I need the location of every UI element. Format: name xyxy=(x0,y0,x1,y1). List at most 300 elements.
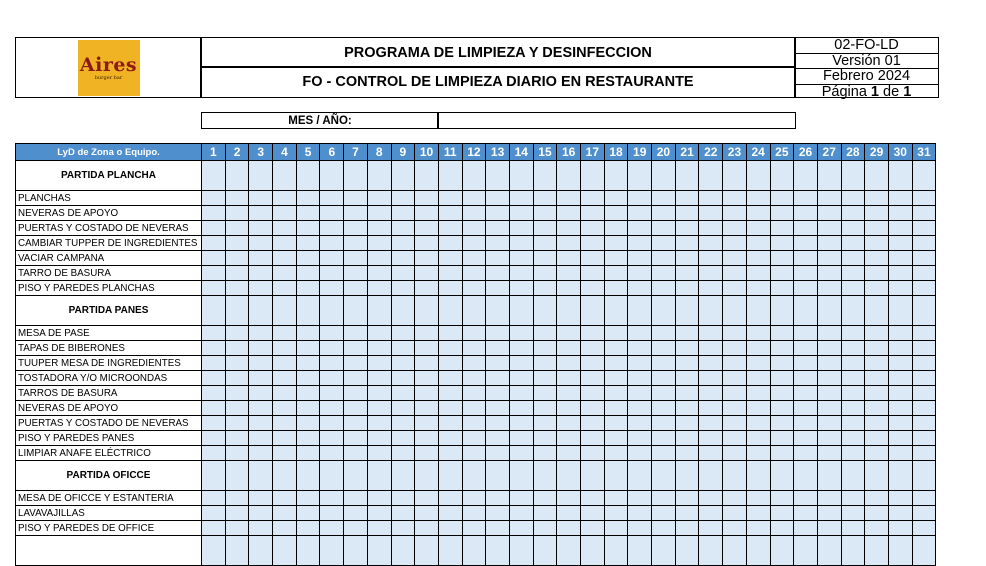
day-check-cell[interactable] xyxy=(652,191,676,206)
day-check-cell[interactable] xyxy=(462,446,486,461)
day-check-cell[interactable] xyxy=(912,266,936,281)
day-check-cell[interactable] xyxy=(415,326,439,341)
day-check-cell[interactable] xyxy=(509,266,533,281)
day-check-cell[interactable] xyxy=(794,341,818,356)
day-check-cell[interactable] xyxy=(320,386,344,401)
day-check-cell[interactable] xyxy=(557,461,581,491)
day-check-cell[interactable] xyxy=(581,431,605,446)
day-check-cell[interactable] xyxy=(888,236,912,251)
day-check-cell[interactable] xyxy=(865,416,889,431)
day-check-cell[interactable] xyxy=(770,341,794,356)
day-check-cell[interactable] xyxy=(415,416,439,431)
day-check-cell[interactable] xyxy=(841,236,865,251)
day-check-cell[interactable] xyxy=(391,326,415,341)
day-check-cell[interactable] xyxy=(912,356,936,371)
day-check-cell[interactable] xyxy=(794,266,818,281)
day-check-cell[interactable] xyxy=(604,206,628,221)
day-check-cell[interactable] xyxy=(557,326,581,341)
day-check-cell[interactable] xyxy=(202,221,226,236)
day-check-cell[interactable] xyxy=(486,221,510,236)
day-check-cell[interactable] xyxy=(202,296,226,326)
day-check-cell[interactable] xyxy=(462,356,486,371)
day-check-cell[interactable] xyxy=(320,161,344,191)
day-check-cell[interactable] xyxy=(202,161,226,191)
day-check-cell[interactable] xyxy=(391,446,415,461)
day-check-cell[interactable] xyxy=(770,371,794,386)
day-check-cell[interactable] xyxy=(296,296,320,326)
day-check-cell[interactable] xyxy=(652,536,676,566)
day-check-cell[interactable] xyxy=(344,191,368,206)
day-check-cell[interactable] xyxy=(438,191,462,206)
day-check-cell[interactable] xyxy=(628,236,652,251)
day-check-cell[interactable] xyxy=(438,161,462,191)
day-check-cell[interactable] xyxy=(746,356,770,371)
day-check-cell[interactable] xyxy=(675,206,699,221)
day-check-cell[interactable] xyxy=(438,371,462,386)
day-check-cell[interactable] xyxy=(770,536,794,566)
day-check-cell[interactable] xyxy=(652,206,676,221)
day-check-cell[interactable] xyxy=(320,431,344,446)
day-check-cell[interactable] xyxy=(581,281,605,296)
day-check-cell[interactable] xyxy=(367,206,391,221)
day-check-cell[interactable] xyxy=(746,401,770,416)
day-check-cell[interactable] xyxy=(888,251,912,266)
day-check-cell[interactable] xyxy=(296,416,320,431)
day-check-cell[interactable] xyxy=(249,221,273,236)
day-check-cell[interactable] xyxy=(486,491,510,506)
day-check-cell[interactable] xyxy=(770,251,794,266)
day-check-cell[interactable] xyxy=(770,281,794,296)
day-check-cell[interactable] xyxy=(225,431,249,446)
day-check-cell[interactable] xyxy=(557,356,581,371)
day-check-cell[interactable] xyxy=(225,266,249,281)
day-check-cell[interactable] xyxy=(509,161,533,191)
day-check-cell[interactable] xyxy=(746,521,770,536)
day-check-cell[interactable] xyxy=(770,206,794,221)
day-check-cell[interactable] xyxy=(699,206,723,221)
day-check-cell[interactable] xyxy=(699,431,723,446)
day-check-cell[interactable] xyxy=(509,416,533,431)
day-check-cell[interactable] xyxy=(675,326,699,341)
day-check-cell[interactable] xyxy=(794,251,818,266)
day-check-cell[interactable] xyxy=(746,416,770,431)
day-check-cell[interactable] xyxy=(675,191,699,206)
day-check-cell[interactable] xyxy=(557,431,581,446)
day-check-cell[interactable] xyxy=(296,536,320,566)
day-check-cell[interactable] xyxy=(273,371,297,386)
day-check-cell[interactable] xyxy=(486,161,510,191)
day-check-cell[interactable] xyxy=(888,506,912,521)
day-check-cell[interactable] xyxy=(841,446,865,461)
day-check-cell[interactable] xyxy=(723,521,747,536)
day-check-cell[interactable] xyxy=(225,251,249,266)
day-check-cell[interactable] xyxy=(723,191,747,206)
day-check-cell[interactable] xyxy=(202,356,226,371)
day-check-cell[interactable] xyxy=(723,491,747,506)
day-check-cell[interactable] xyxy=(581,251,605,266)
day-check-cell[interactable] xyxy=(699,401,723,416)
day-check-cell[interactable] xyxy=(652,431,676,446)
day-check-cell[interactable] xyxy=(675,266,699,281)
day-check-cell[interactable] xyxy=(817,206,841,221)
day-check-cell[interactable] xyxy=(581,296,605,326)
day-check-cell[interactable] xyxy=(770,266,794,281)
day-check-cell[interactable] xyxy=(509,326,533,341)
day-check-cell[interactable] xyxy=(438,251,462,266)
day-check-cell[interactable] xyxy=(509,341,533,356)
day-check-cell[interactable] xyxy=(888,431,912,446)
day-check-cell[interactable] xyxy=(557,446,581,461)
day-check-cell[interactable] xyxy=(841,296,865,326)
day-check-cell[interactable] xyxy=(533,446,557,461)
day-check-cell[interactable] xyxy=(628,341,652,356)
day-check-cell[interactable] xyxy=(462,296,486,326)
day-check-cell[interactable] xyxy=(746,326,770,341)
day-check-cell[interactable] xyxy=(367,431,391,446)
day-check-cell[interactable] xyxy=(581,536,605,566)
day-check-cell[interactable] xyxy=(533,416,557,431)
day-check-cell[interactable] xyxy=(865,191,889,206)
day-check-cell[interactable] xyxy=(509,536,533,566)
day-check-cell[interactable] xyxy=(746,296,770,326)
day-check-cell[interactable] xyxy=(249,536,273,566)
day-check-cell[interactable] xyxy=(723,506,747,521)
day-check-cell[interactable] xyxy=(486,401,510,416)
day-check-cell[interactable] xyxy=(770,401,794,416)
day-check-cell[interactable] xyxy=(462,266,486,281)
day-check-cell[interactable] xyxy=(462,326,486,341)
day-check-cell[interactable] xyxy=(794,296,818,326)
day-check-cell[interactable] xyxy=(533,161,557,191)
day-check-cell[interactable] xyxy=(533,431,557,446)
day-check-cell[interactable] xyxy=(391,356,415,371)
day-check-cell[interactable] xyxy=(865,206,889,221)
day-check-cell[interactable] xyxy=(841,536,865,566)
day-check-cell[interactable] xyxy=(888,461,912,491)
day-check-cell[interactable] xyxy=(865,341,889,356)
day-check-cell[interactable] xyxy=(391,401,415,416)
day-check-cell[interactable] xyxy=(438,206,462,221)
day-check-cell[interactable] xyxy=(723,356,747,371)
day-check-cell[interactable] xyxy=(888,536,912,566)
day-check-cell[interactable] xyxy=(628,356,652,371)
day-check-cell[interactable] xyxy=(415,296,439,326)
day-check-cell[interactable] xyxy=(391,251,415,266)
day-check-cell[interactable] xyxy=(249,296,273,326)
day-check-cell[interactable] xyxy=(557,386,581,401)
day-check-cell[interactable] xyxy=(604,221,628,236)
day-check-cell[interactable] xyxy=(912,371,936,386)
day-check-cell[interactable] xyxy=(367,296,391,326)
day-check-cell[interactable] xyxy=(699,461,723,491)
day-check-cell[interactable] xyxy=(415,236,439,251)
day-check-cell[interactable] xyxy=(865,296,889,326)
day-check-cell[interactable] xyxy=(344,506,368,521)
day-check-cell[interactable] xyxy=(557,266,581,281)
day-check-cell[interactable] xyxy=(367,341,391,356)
day-check-cell[interactable] xyxy=(557,416,581,431)
day-check-cell[interactable] xyxy=(699,521,723,536)
day-check-cell[interactable] xyxy=(367,386,391,401)
day-check-cell[interactable] xyxy=(367,326,391,341)
day-check-cell[interactable] xyxy=(865,386,889,401)
day-check-cell[interactable] xyxy=(509,221,533,236)
day-check-cell[interactable] xyxy=(817,536,841,566)
day-check-cell[interactable] xyxy=(225,521,249,536)
day-check-cell[interactable] xyxy=(438,401,462,416)
day-check-cell[interactable] xyxy=(225,416,249,431)
day-check-cell[interactable] xyxy=(770,326,794,341)
day-check-cell[interactable] xyxy=(438,536,462,566)
day-check-cell[interactable] xyxy=(699,296,723,326)
day-check-cell[interactable] xyxy=(202,266,226,281)
day-check-cell[interactable] xyxy=(723,266,747,281)
day-check-cell[interactable] xyxy=(533,206,557,221)
day-check-cell[interactable] xyxy=(509,251,533,266)
day-check-cell[interactable] xyxy=(581,401,605,416)
day-check-cell[interactable] xyxy=(486,521,510,536)
day-check-cell[interactable] xyxy=(557,371,581,386)
day-check-cell[interactable] xyxy=(581,461,605,491)
day-check-cell[interactable] xyxy=(273,416,297,431)
day-check-cell[interactable] xyxy=(462,521,486,536)
day-check-cell[interactable] xyxy=(723,461,747,491)
day-check-cell[interactable] xyxy=(817,266,841,281)
day-check-cell[interactable] xyxy=(296,236,320,251)
day-check-cell[interactable] xyxy=(628,266,652,281)
day-check-cell[interactable] xyxy=(438,356,462,371)
day-check-cell[interactable] xyxy=(604,431,628,446)
day-check-cell[interactable] xyxy=(202,461,226,491)
day-check-cell[interactable] xyxy=(415,521,439,536)
day-check-cell[interactable] xyxy=(675,386,699,401)
day-check-cell[interactable] xyxy=(675,536,699,566)
day-check-cell[interactable] xyxy=(225,461,249,491)
day-check-cell[interactable] xyxy=(249,236,273,251)
day-check-cell[interactable] xyxy=(699,251,723,266)
day-check-cell[interactable] xyxy=(249,461,273,491)
day-check-cell[interactable] xyxy=(723,161,747,191)
day-check-cell[interactable] xyxy=(296,521,320,536)
day-check-cell[interactable] xyxy=(486,206,510,221)
day-check-cell[interactable] xyxy=(367,236,391,251)
day-check-cell[interactable] xyxy=(367,221,391,236)
day-check-cell[interactable] xyxy=(817,221,841,236)
day-check-cell[interactable] xyxy=(486,386,510,401)
day-check-cell[interactable] xyxy=(699,236,723,251)
day-check-cell[interactable] xyxy=(888,491,912,506)
day-check-cell[interactable] xyxy=(604,386,628,401)
day-check-cell[interactable] xyxy=(746,506,770,521)
day-check-cell[interactable] xyxy=(628,251,652,266)
day-check-cell[interactable] xyxy=(912,401,936,416)
day-check-cell[interactable] xyxy=(723,296,747,326)
day-check-cell[interactable] xyxy=(604,401,628,416)
day-check-cell[interactable] xyxy=(841,221,865,236)
day-check-cell[interactable] xyxy=(509,356,533,371)
day-check-cell[interactable] xyxy=(865,326,889,341)
day-check-cell[interactable] xyxy=(486,251,510,266)
day-check-cell[interactable] xyxy=(225,386,249,401)
day-check-cell[interactable] xyxy=(841,266,865,281)
day-check-cell[interactable] xyxy=(438,446,462,461)
day-check-cell[interactable] xyxy=(391,506,415,521)
day-check-cell[interactable] xyxy=(699,221,723,236)
day-check-cell[interactable] xyxy=(202,281,226,296)
day-check-cell[interactable] xyxy=(557,161,581,191)
day-check-cell[interactable] xyxy=(533,491,557,506)
day-check-cell[interactable] xyxy=(794,506,818,521)
day-check-cell[interactable] xyxy=(202,521,226,536)
day-check-cell[interactable] xyxy=(273,536,297,566)
day-check-cell[interactable] xyxy=(438,461,462,491)
day-check-cell[interactable] xyxy=(202,371,226,386)
day-check-cell[interactable] xyxy=(486,536,510,566)
day-check-cell[interactable] xyxy=(817,191,841,206)
day-check-cell[interactable] xyxy=(699,536,723,566)
day-check-cell[interactable] xyxy=(604,341,628,356)
day-check-cell[interactable] xyxy=(888,416,912,431)
day-check-cell[interactable] xyxy=(794,236,818,251)
day-check-cell[interactable] xyxy=(249,206,273,221)
day-check-cell[interactable] xyxy=(794,536,818,566)
day-check-cell[interactable] xyxy=(367,191,391,206)
day-check-cell[interactable] xyxy=(486,326,510,341)
day-check-cell[interactable] xyxy=(249,446,273,461)
day-check-cell[interactable] xyxy=(817,521,841,536)
day-check-cell[interactable] xyxy=(652,371,676,386)
day-check-cell[interactable] xyxy=(675,161,699,191)
day-check-cell[interactable] xyxy=(320,491,344,506)
day-check-cell[interactable] xyxy=(391,431,415,446)
day-check-cell[interactable] xyxy=(628,161,652,191)
day-check-cell[interactable] xyxy=(652,401,676,416)
day-check-cell[interactable] xyxy=(415,191,439,206)
day-check-cell[interactable] xyxy=(652,491,676,506)
day-check-cell[interactable] xyxy=(273,251,297,266)
day-check-cell[interactable] xyxy=(888,446,912,461)
day-check-cell[interactable] xyxy=(699,491,723,506)
day-check-cell[interactable] xyxy=(367,506,391,521)
day-check-cell[interactable] xyxy=(794,371,818,386)
day-check-cell[interactable] xyxy=(652,236,676,251)
day-check-cell[interactable] xyxy=(509,491,533,506)
day-check-cell[interactable] xyxy=(770,191,794,206)
day-check-cell[interactable] xyxy=(462,536,486,566)
day-check-cell[interactable] xyxy=(249,356,273,371)
day-check-cell[interactable] xyxy=(723,536,747,566)
day-check-cell[interactable] xyxy=(604,191,628,206)
day-check-cell[interactable] xyxy=(225,491,249,506)
day-check-cell[interactable] xyxy=(533,341,557,356)
day-check-cell[interactable] xyxy=(604,161,628,191)
day-check-cell[interactable] xyxy=(817,161,841,191)
day-check-cell[interactable] xyxy=(533,521,557,536)
day-check-cell[interactable] xyxy=(438,266,462,281)
day-check-cell[interactable] xyxy=(486,371,510,386)
day-check-cell[interactable] xyxy=(652,356,676,371)
day-check-cell[interactable] xyxy=(699,281,723,296)
day-check-cell[interactable] xyxy=(320,266,344,281)
day-check-cell[interactable] xyxy=(249,251,273,266)
day-check-cell[interactable] xyxy=(509,296,533,326)
day-check-cell[interactable] xyxy=(817,416,841,431)
day-check-cell[interactable] xyxy=(888,191,912,206)
day-check-cell[interactable] xyxy=(415,221,439,236)
day-check-cell[interactable] xyxy=(865,161,889,191)
day-check-cell[interactable] xyxy=(581,491,605,506)
day-check-cell[interactable] xyxy=(202,236,226,251)
day-check-cell[interactable] xyxy=(462,386,486,401)
day-check-cell[interactable] xyxy=(509,386,533,401)
day-check-cell[interactable] xyxy=(320,251,344,266)
day-check-cell[interactable] xyxy=(273,191,297,206)
day-check-cell[interactable] xyxy=(320,281,344,296)
day-check-cell[interactable] xyxy=(604,281,628,296)
day-check-cell[interactable] xyxy=(888,206,912,221)
day-check-cell[interactable] xyxy=(794,446,818,461)
day-check-cell[interactable] xyxy=(296,491,320,506)
day-check-cell[interactable] xyxy=(391,161,415,191)
day-check-cell[interactable] xyxy=(581,326,605,341)
day-check-cell[interactable] xyxy=(652,281,676,296)
day-check-cell[interactable] xyxy=(202,506,226,521)
day-check-cell[interactable] xyxy=(249,431,273,446)
day-check-cell[interactable] xyxy=(746,386,770,401)
day-check-cell[interactable] xyxy=(628,326,652,341)
day-check-cell[interactable] xyxy=(225,446,249,461)
day-check-cell[interactable] xyxy=(249,506,273,521)
day-check-cell[interactable] xyxy=(296,206,320,221)
day-check-cell[interactable] xyxy=(675,506,699,521)
day-check-cell[interactable] xyxy=(746,251,770,266)
day-check-cell[interactable] xyxy=(367,281,391,296)
day-check-cell[interactable] xyxy=(865,221,889,236)
day-check-cell[interactable] xyxy=(628,401,652,416)
day-check-cell[interactable] xyxy=(746,191,770,206)
day-check-cell[interactable] xyxy=(817,356,841,371)
day-check-cell[interactable] xyxy=(249,401,273,416)
day-check-cell[interactable] xyxy=(794,326,818,341)
day-check-cell[interactable] xyxy=(699,371,723,386)
day-check-cell[interactable] xyxy=(533,461,557,491)
day-check-cell[interactable] xyxy=(746,371,770,386)
day-check-cell[interactable] xyxy=(557,296,581,326)
day-check-cell[interactable] xyxy=(628,521,652,536)
day-check-cell[interactable] xyxy=(438,236,462,251)
day-check-cell[interactable] xyxy=(486,431,510,446)
day-check-cell[interactable] xyxy=(746,161,770,191)
day-check-cell[interactable] xyxy=(581,236,605,251)
day-check-cell[interactable] xyxy=(841,356,865,371)
day-check-cell[interactable] xyxy=(344,416,368,431)
day-check-cell[interactable] xyxy=(817,341,841,356)
day-check-cell[interactable] xyxy=(367,371,391,386)
day-check-cell[interactable] xyxy=(391,281,415,296)
day-check-cell[interactable] xyxy=(675,446,699,461)
day-check-cell[interactable] xyxy=(391,461,415,491)
day-check-cell[interactable] xyxy=(296,326,320,341)
day-check-cell[interactable] xyxy=(415,371,439,386)
day-check-cell[interactable] xyxy=(225,356,249,371)
day-check-cell[interactable] xyxy=(225,536,249,566)
day-check-cell[interactable] xyxy=(296,446,320,461)
day-check-cell[interactable] xyxy=(628,446,652,461)
day-check-cell[interactable] xyxy=(723,281,747,296)
day-check-cell[interactable] xyxy=(249,341,273,356)
day-check-cell[interactable] xyxy=(723,401,747,416)
day-check-cell[interactable] xyxy=(888,326,912,341)
